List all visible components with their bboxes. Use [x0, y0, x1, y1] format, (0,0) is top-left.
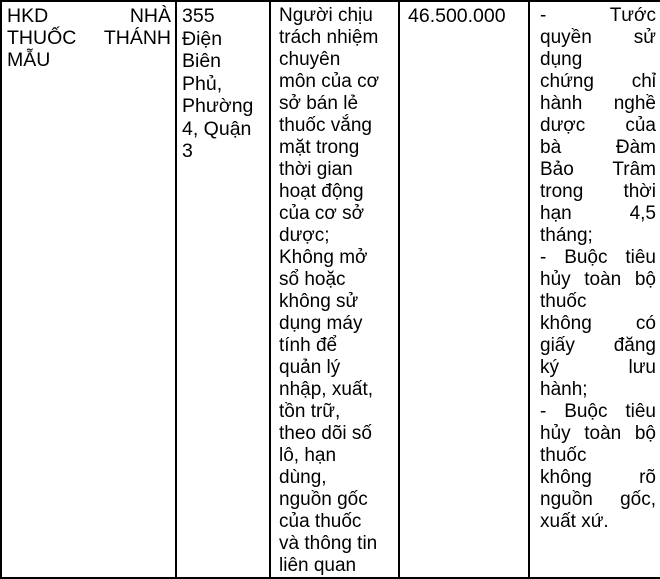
address-line: Biên — [182, 50, 222, 72]
violation-line: và thông tin — [279, 533, 378, 554]
remedy-line: - Buộc tiêu — [540, 401, 656, 422]
violation-line: dược; — [279, 225, 330, 246]
violation-line: của thuốc — [279, 511, 362, 532]
violation-line: Người chịu — [279, 5, 373, 26]
remedy-line: chứng chỉ — [540, 71, 656, 92]
remedy-line: - Buộc tiêu — [540, 247, 656, 268]
violation-line: tính để — [279, 335, 338, 356]
violation-line: liên quan — [279, 555, 357, 576]
remedy-line: bà Đàm — [540, 137, 656, 158]
fine-amount-cell — [399, 1, 529, 578]
remedy-line: không rõ — [540, 467, 656, 488]
remedy-line: Bảo Trâm — [540, 159, 656, 180]
remedy-line: hành nghề — [540, 93, 656, 114]
remedy-line: hạn 4,5 — [540, 203, 656, 224]
remedy-line: xuất xứ. — [540, 511, 609, 532]
remedy-line: tháng; — [540, 225, 593, 246]
violation-line: Không mở — [279, 247, 368, 268]
address-line: Điện — [182, 27, 223, 50]
remedy-line: - Tước — [540, 5, 656, 26]
remedy-line: hành; — [540, 379, 588, 400]
remedy-line: thuốc — [540, 291, 587, 312]
remedy-line: ký lưu — [540, 357, 656, 378]
violation-line: của cơ sở — [279, 203, 365, 224]
violation-line: dụng máy — [279, 313, 363, 334]
remedy-line: hủy toàn bộ — [540, 423, 656, 444]
violation-line: lô, hạn — [279, 445, 337, 466]
table-row — [1, 1, 660, 578]
address-line: 355 — [182, 5, 215, 27]
remedy-line: quyền sử — [540, 27, 656, 48]
violation-line: sở bán lẻ — [279, 93, 359, 114]
address-line: 3 — [182, 140, 193, 162]
violation-line: tồn trữ, — [279, 401, 341, 422]
violation-line: dùng, — [279, 467, 327, 488]
violation-line: nguồn gốc — [279, 489, 368, 510]
violation-line: theo dõi số — [279, 423, 372, 444]
violation-line: thuốc vắng — [279, 115, 372, 136]
fine-amount: 46.500.000 — [408, 5, 506, 27]
remedy-line: nguồn gốc, — [540, 489, 656, 510]
remedy-cell — [529, 1, 660, 578]
remedy-line: giấy đăng — [540, 335, 656, 356]
business-name-line: THUỐC THÁNH — [7, 27, 171, 49]
violation-line: chuyên — [279, 49, 341, 70]
remedy-line: không có — [540, 313, 656, 334]
address-line: Phủ, — [182, 72, 223, 95]
business-name-line: MẪU — [7, 49, 51, 71]
violation-line: mặt trong — [279, 137, 360, 158]
remedy-line: hủy toàn bộ — [540, 269, 656, 290]
business-name-line: HKD NHÀ — [7, 5, 171, 27]
remedy-line: thuốc — [540, 445, 587, 466]
violation-line: môn của cơ — [279, 71, 380, 92]
violation-line: nhập, xuất, — [279, 379, 374, 400]
remedy-line: dụng — [540, 49, 583, 70]
address-line: 4, Quận — [182, 117, 252, 140]
address-line: Phường — [182, 95, 254, 117]
violation-line: thời gian — [279, 159, 353, 180]
violation-line: quản lý — [279, 357, 341, 378]
violation-cell — [270, 1, 399, 578]
violation-line: hoạt động — [279, 181, 364, 202]
violation-line: trách nhiệm — [279, 27, 379, 48]
remedy-line: trong thời — [540, 181, 656, 202]
remedy-line: dược của — [540, 115, 656, 136]
violation-line: sổ hoặc — [279, 269, 346, 290]
business-name-cell — [1, 1, 176, 578]
address-cell — [176, 1, 270, 578]
violation-line: không sử — [279, 291, 359, 312]
